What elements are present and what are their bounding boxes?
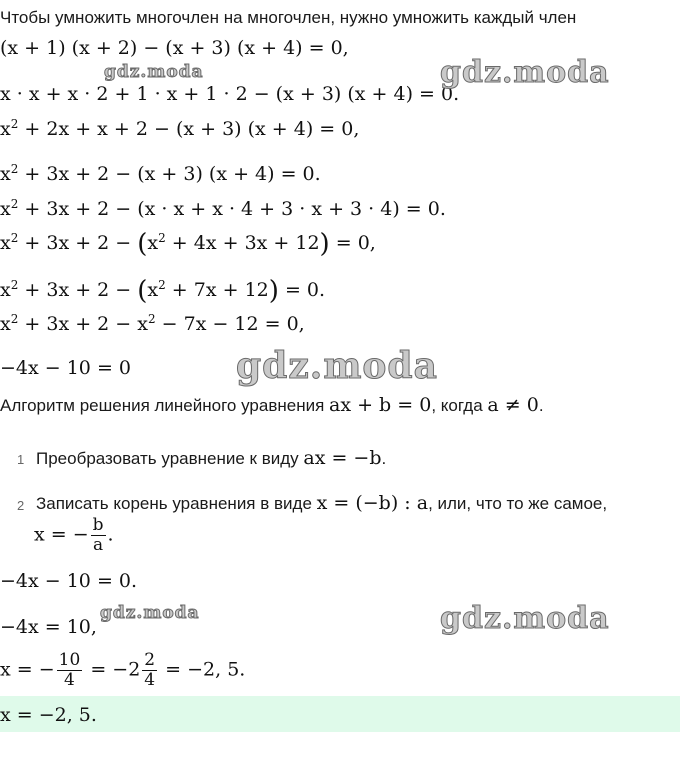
equation-6: $x^2 + 3x + 2 - (x^2 + 4x + 3x + 12) = 0$, (0, 229, 376, 259)
watermark: gdz.moda (104, 62, 204, 82)
watermark: gdz.moda (100, 603, 200, 623)
step-2-text: Записать корень уравнения в виде x = (−b) : a, или, что то же самое, (36, 492, 608, 514)
watermark: gdz.moda (440, 601, 610, 636)
equation-9: −4x − 10 = 0 (0, 357, 131, 379)
watermark: gdz.moda (236, 345, 438, 387)
equation-7: $x^2 + 3x + 2 - (x^2 + 7x + 12) = 0$. (0, 276, 326, 306)
step-number-2: 2 (17, 498, 25, 513)
equation-10: −4x − 10 = 0. (0, 570, 138, 592)
answer-highlight (0, 696, 680, 732)
step-1-text: Преобразовать уравнение к виду ax = −b. (36, 447, 387, 469)
intro-text: Чтобы умножить многочлен на многочлен, нужно умножить каждый член (0, 8, 577, 27)
equation-12: x = − $\frac{10}{4}$ = −2 $\frac{2}{4}$ = −2, 5. (0, 650, 246, 690)
watermark: gdz.moda (440, 55, 610, 90)
equation-11: −4x = 10, (0, 616, 97, 638)
equation-2: x · x + x · 2 + 1 · x + 1 · 2 − (x + 3) (x + 4) = 0. (0, 83, 460, 105)
equation-5: $x^2 + 3x + 2 - (x \cdot x + x \cdot 4 + 3 \cdot x + 3 \cdot 4) = 0$. (0, 197, 446, 220)
answer-equation: x = −2, 5. (0, 704, 97, 726)
equation-1: (x + 1) (x + 2) − (x + 3) (x + 4) = 0, (0, 37, 349, 59)
algorithm-heading: Алгоритм решения линейного уравнения ax + b = 0, когда a ≠ 0. (0, 394, 544, 416)
step-number-1: 1 (17, 452, 25, 467)
step-2-formula: x = − $\frac{b}{a}$ . (34, 515, 114, 555)
equation-3: $x^2 + 2x + x + 2 - (x + 3) (x + 4) = 0$, (0, 117, 360, 140)
equation-8: $x^2 + 3x + 2 - x^2 - 7x - 12 = 0$, (0, 312, 305, 335)
equation-4: $x^2 + 3x + 2 - (x + 3) (x + 4) = 0$. (0, 162, 321, 185)
